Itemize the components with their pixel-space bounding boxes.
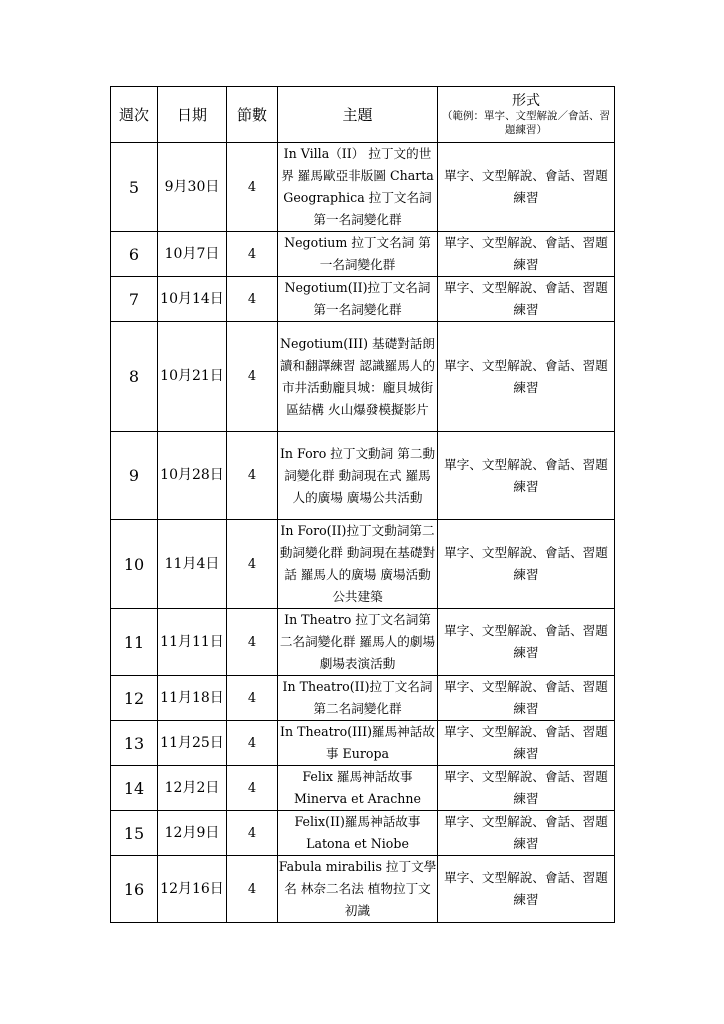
header-date: 日期 [158,87,227,143]
topic-cell: Felix 羅馬神話故事 Minerva et Arachne [278,766,438,811]
date-cell: 10月14日 [158,277,227,322]
sessions-cell: 4 [227,856,278,923]
header-form-note: （範例：單字、文型解說／會話、習題練習） [442,109,610,136]
form-cell: 單字、文型解說、會話、習題練習 [438,143,615,232]
week-cell: 15 [111,811,158,856]
form-cell: 單字、文型解說、會話、習題練習 [438,721,615,766]
week-cell: 5 [111,143,158,232]
form-cell: 單字、文型解說、會話、習題練習 [438,432,615,520]
date-cell: 11月11日 [158,609,227,676]
form-cell: 單字、文型解說、會話、習題練習 [438,277,615,322]
date-cell: 12月16日 [158,856,227,923]
topic-cell: Negotium 拉丁文名詞 第一名詞變化群 [278,232,438,277]
week-cell: 14 [111,766,158,811]
sessions-cell: 4 [227,277,278,322]
date-cell: 10月7日 [158,232,227,277]
topic-cell: In Theatro 拉丁文名詞第二名詞變化群 羅馬人的劇場 劇場表演活動 [278,609,438,676]
sessions-cell: 4 [227,520,278,609]
form-cell: 單字、文型解說、會話、習題練習 [438,856,615,923]
table-row [111,609,615,676]
table-row [111,856,615,923]
sessions-cell: 4 [227,609,278,676]
table-row [111,676,615,721]
table-row [111,811,615,856]
date-cell: 11月4日 [158,520,227,609]
table-row [111,520,615,609]
table-row [111,432,615,520]
schedule-table [110,86,615,923]
sessions-cell: 4 [227,232,278,277]
date-cell: 11月25日 [158,721,227,766]
date-cell: 11月18日 [158,676,227,721]
sessions-cell: 4 [227,811,278,856]
week-cell: 9 [111,432,158,520]
sessions-cell: 4 [227,766,278,811]
topic-cell: In Theatro(III)羅馬神話故事 Europa [278,721,438,766]
topic-cell: In Villa（II） 拉丁文的世界 羅馬歐亞非版圖 Charta Geographica 拉丁文名詞 第一名詞變化群 [278,143,438,232]
table-body [111,143,615,923]
header-sessions: 節數 [227,87,278,143]
week-cell: 11 [111,609,158,676]
table-row [111,232,615,277]
form-cell: 單字、文型解說、會話、習題練習 [438,609,615,676]
topic-cell: Negotium(II)拉丁文名詞 第一名詞變化群 [278,277,438,322]
week-cell: 13 [111,721,158,766]
header-form-title: 形式 [512,92,540,109]
sessions-cell: 4 [227,721,278,766]
week-cell: 8 [111,322,158,432]
sessions-cell: 4 [227,432,278,520]
week-cell: 7 [111,277,158,322]
week-cell: 10 [111,520,158,609]
topic-cell: Negotium(III) 基礎對話朗讀和翻譯練習 認識羅馬人的市井活動龐貝城：龐貝城街區結構 火山爆發模擬影片 [278,322,438,432]
table-row [111,143,615,232]
date-cell: 10月21日 [158,322,227,432]
date-cell: 12月9日 [158,811,227,856]
sessions-cell: 4 [227,322,278,432]
form-cell: 單字、文型解說、會話、習題練習 [438,322,615,432]
form-cell: 單字、文型解說、會話、習題練習 [438,676,615,721]
topic-cell: In Foro(II)拉丁文動詞第二動詞變化群 動詞現在基礎對話 羅馬人的廣場 廣場活動 公共建築 [278,520,438,609]
header-form [438,87,615,143]
week-cell: 16 [111,856,158,923]
table-row [111,721,615,766]
week-cell: 6 [111,232,158,277]
topic-cell: Fabula mirabilis 拉丁文學名 林奈二名法 植物拉丁文初識 [278,856,438,923]
topic-cell: In Theatro(II)拉丁文名詞第二名詞變化群 [278,676,438,721]
date-cell: 12月2日 [158,766,227,811]
sessions-cell: 4 [227,143,278,232]
header-row [111,87,615,143]
topic-cell: In Foro 拉丁文動詞 第二動詞變化群 動詞現在式 羅馬人的廣場 廣場公共活動 [278,432,438,520]
date-cell: 10月28日 [158,432,227,520]
topic-cell: Felix(II)羅馬神話故事 Latona et Niobe [278,811,438,856]
table-row [111,322,615,432]
form-cell: 單字、文型解說、會話、習題練習 [438,766,615,811]
form-cell: 單字、文型解說、會話、習題練習 [438,811,615,856]
table-row [111,277,615,322]
table-row [111,766,615,811]
header-topic: 主題 [278,87,438,143]
form-cell: 單字、文型解說、會話、習題練習 [438,520,615,609]
header-week: 週次 [111,87,158,143]
week-cell: 12 [111,676,158,721]
date-cell: 9月30日 [158,143,227,232]
form-cell: 單字、文型解說、會話、習題練習 [438,232,615,277]
sessions-cell: 4 [227,676,278,721]
